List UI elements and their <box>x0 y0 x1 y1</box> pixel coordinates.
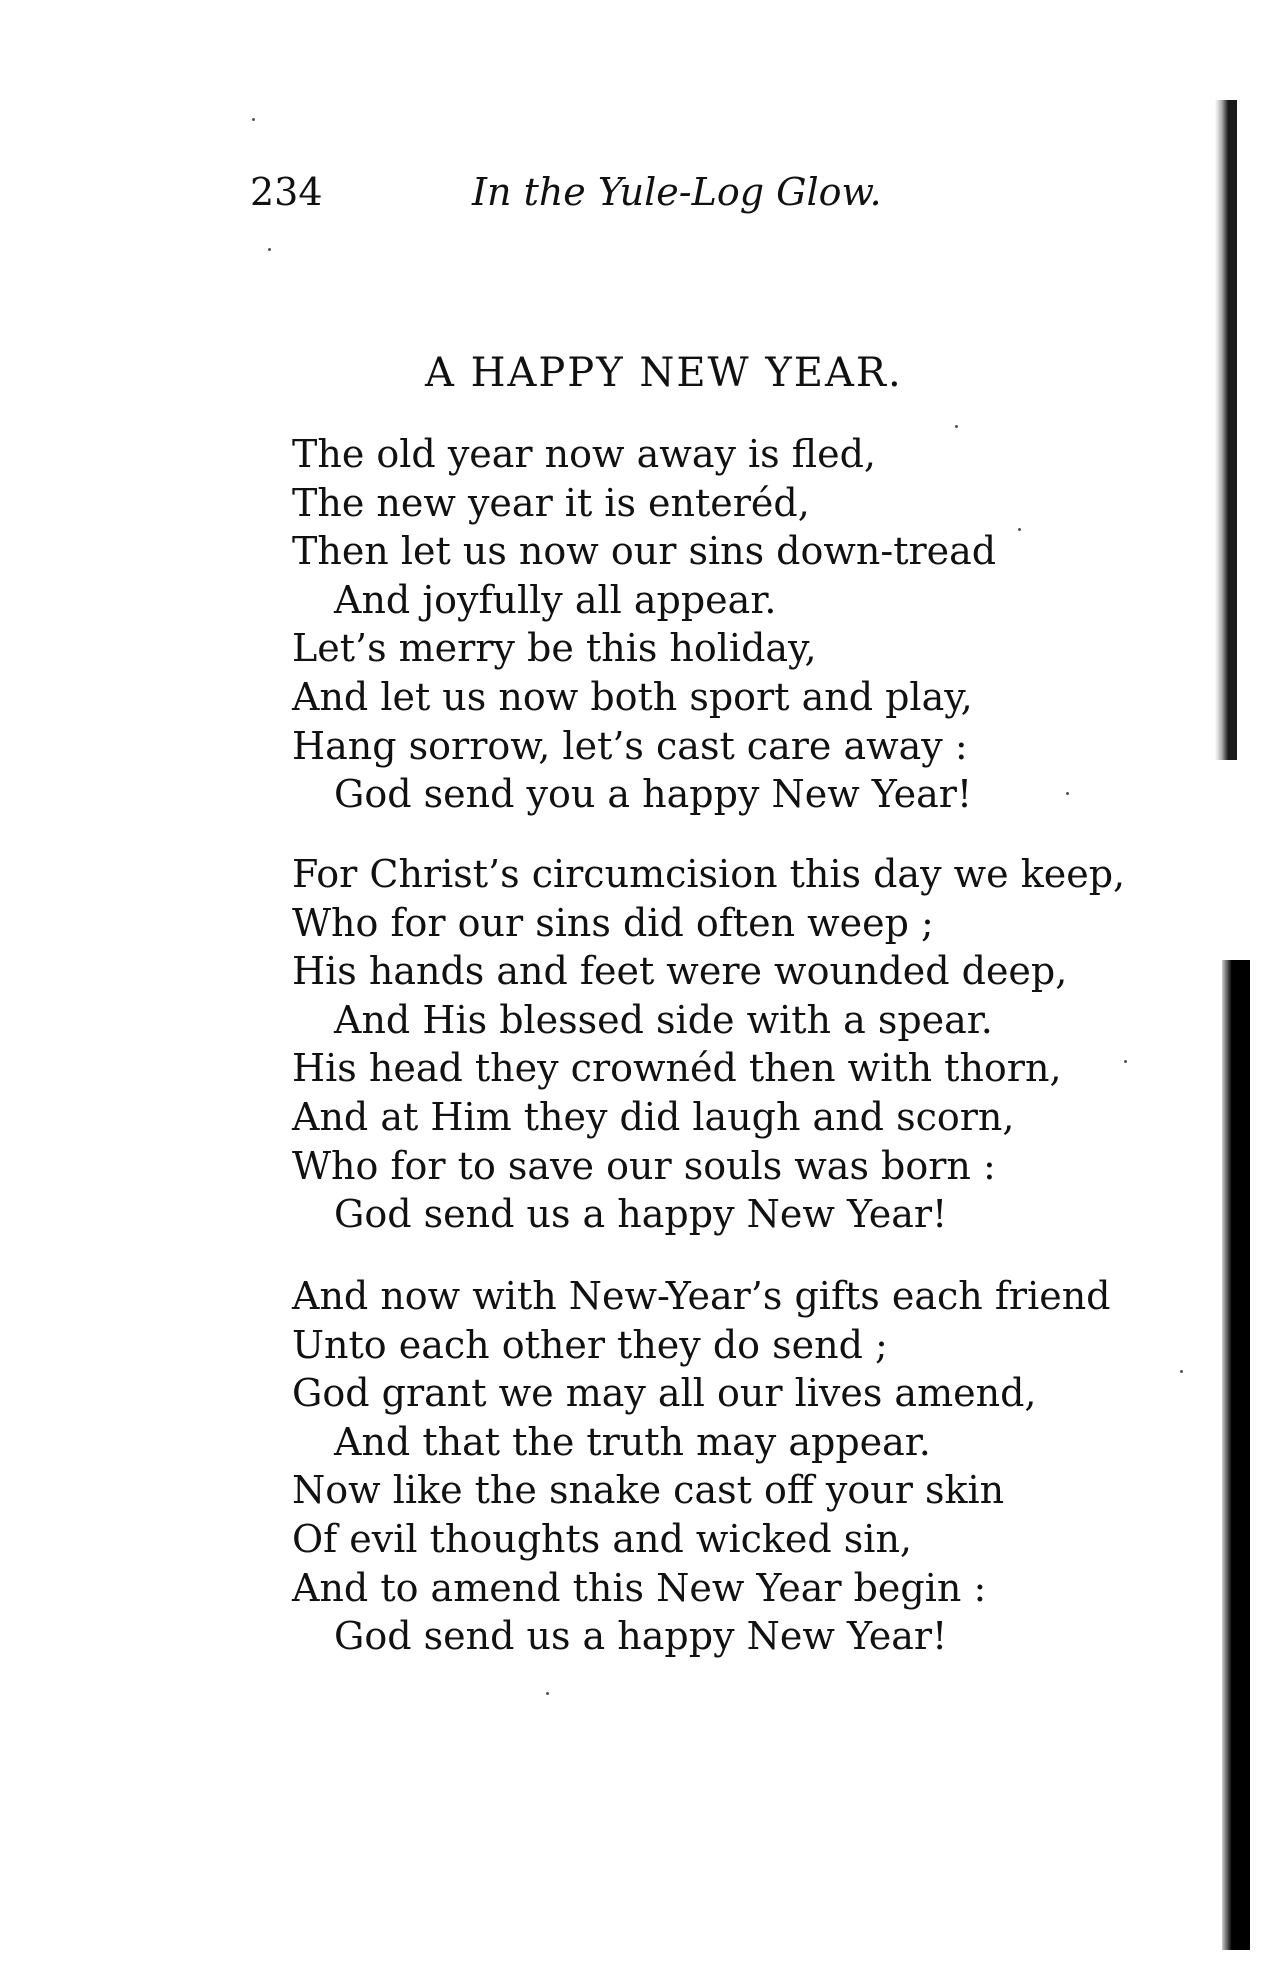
poem-line: His head they crownéd then with thorn, <box>292 1046 1062 1091</box>
poem-line: God grant we may all our lives amend, <box>292 1371 1037 1416</box>
scan-speck <box>252 118 255 121</box>
page-edge-shadow-bottom <box>1222 960 1250 1950</box>
poem-line: Hang sorrow, let’s cast care away : <box>292 723 968 768</box>
poem-line: Unto each other they do send ; <box>292 1322 888 1367</box>
poem-line: His hands and feet were wounded deep, <box>292 949 1068 994</box>
scan-speck <box>546 1692 549 1695</box>
scan-speck <box>1124 1060 1127 1063</box>
poem-line: And now with New-Year’s gifts each friend <box>292 1274 1111 1318</box>
poem-line: Of evil thoughts and wicked sin, <box>292 1516 913 1561</box>
poem-line: The old year now away is fled, <box>292 432 876 476</box>
poem-refrain: God send us a happy New Year! <box>334 1614 948 1659</box>
stanza-1 <box>292 430 996 819</box>
poem-line: Now like the snake cast off your skin <box>292 1468 1005 1513</box>
running-head <box>250 170 1050 230</box>
poem-line: And to amend this New Year begin : <box>292 1565 987 1610</box>
poem-line: Who for to save our souls was born : <box>292 1143 996 1188</box>
poem-line: And let us now both sport and play, <box>292 674 973 719</box>
poem-line: Then let us now our sins down-tread <box>292 529 997 574</box>
scan-speck <box>268 248 271 251</box>
poem-line: The new year it is enteréd, <box>292 480 810 525</box>
poem-line: Who for our sins did often weep ; <box>292 900 934 945</box>
stanza-2 <box>292 850 1125 1239</box>
scan-speck <box>1066 792 1069 795</box>
poem-title: A HAPPY NEW YEAR. <box>425 350 903 396</box>
poem-line: And His blessed side with a spear. <box>334 997 993 1042</box>
poem-line: And at Him they did laugh and scorn, <box>292 1094 1015 1139</box>
scan-speck <box>1180 1370 1183 1373</box>
scan-speck <box>1018 528 1021 531</box>
poem-line: For Christ’s circumcision this day we keep, <box>292 852 1126 896</box>
poem-refrain: God send us a happy New Year! <box>334 1192 948 1237</box>
poem-refrain: God send you a happy New Year! <box>334 772 973 817</box>
stanza-3 <box>292 1272 1111 1661</box>
book-title: In the Yule-Log Glow. <box>472 170 882 214</box>
page-number: 234 <box>250 170 323 214</box>
scan-speck <box>955 425 958 428</box>
poem-line: Let’s merry be this holiday, <box>292 626 817 671</box>
poem-line: And joyfully all appear. <box>334 577 777 622</box>
page-edge-shadow-top <box>1215 100 1237 760</box>
poem-line: And that the truth may appear. <box>334 1419 931 1464</box>
